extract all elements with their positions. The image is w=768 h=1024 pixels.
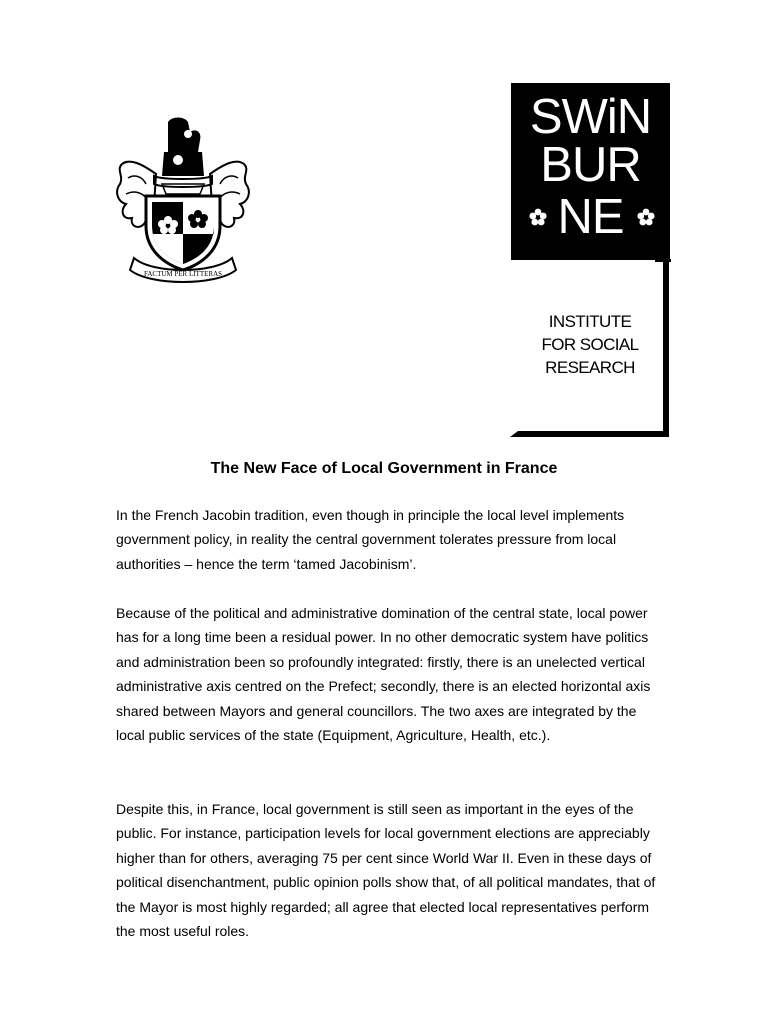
logo-line-1: SWiN xyxy=(529,90,652,144)
institute-name xyxy=(520,310,660,379)
svg-text:FACTUM PER LITTERAS: FACTUM PER LITTERAS xyxy=(143,270,223,278)
coat-of-arms-crest-icon xyxy=(112,114,254,286)
paragraph-1: In the French Jacobin tradition, even though in principle the local level implements government policy, in reality the central government tolerates pressure from local authorities – hence the term ‘tamed Jacobinism’. xyxy=(116,507,625,572)
swinburne-logo xyxy=(511,83,670,260)
paragraph-3: Despite this, in France, local government is still seen as important in the eyes of the public. For instance, participation levels for local government elections are appreciably higher than for others, averaging 75 per cent since World War II. Even in these days of political disenchantment, public opinion polls show that, of all political mandates, that of the Mayor is most highly regarded; all agree that elected local representatives perform the most useful roles. xyxy=(116,801,656,940)
flower-right-icon xyxy=(636,207,656,227)
document-title: The New Face of Local Government in France xyxy=(210,460,558,477)
flower-left-icon xyxy=(528,207,548,227)
institute-line-3: RESEARCH xyxy=(545,358,635,377)
institute-line-2: FOR SOCIAL xyxy=(541,335,639,354)
paragraph-2: Because of the political and administrative domination of the central state, local power has for a long time been a residual power. In no other democratic system have politics and administration been so profoundly integrated: firstly, there is an unelected vertical administrative axis centred on the Prefect; secondly, there is an elected horizontal axis shared between Mayors and general councillors. The two axes are integrated by the local public services of the state (Equipment, Agriculture, Health, etc.). xyxy=(116,605,651,744)
logo-line-3: NE xyxy=(557,190,624,244)
logo-line-2: BUR xyxy=(540,138,641,192)
institute-line-1: INSTITUTE xyxy=(548,312,632,331)
